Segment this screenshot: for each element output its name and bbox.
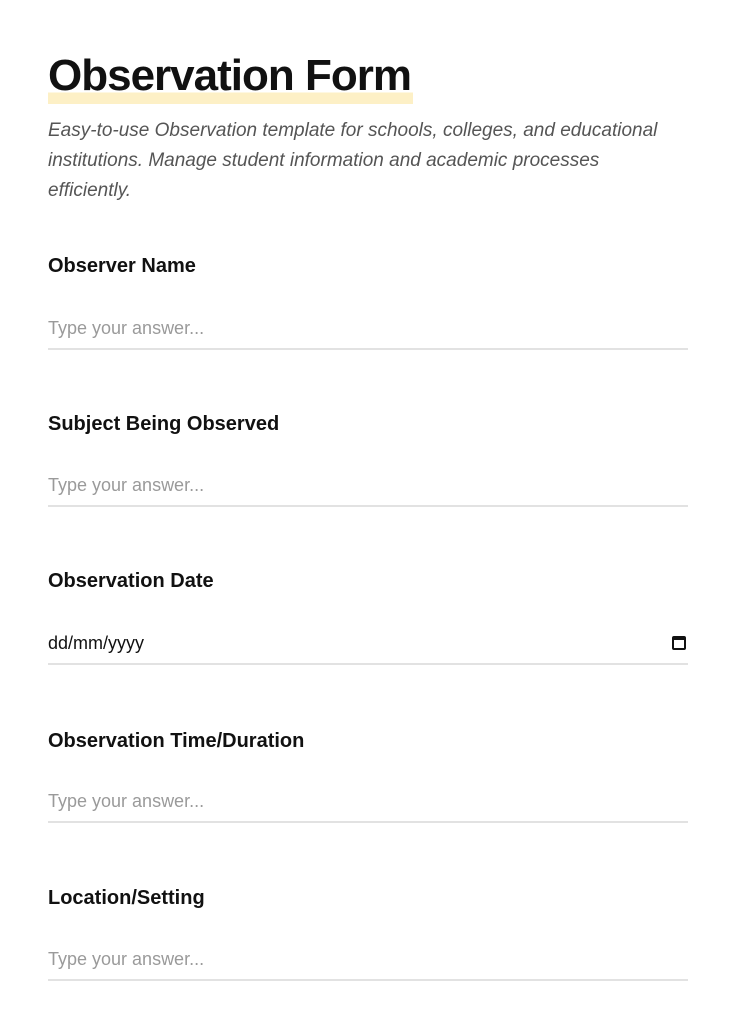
field-observer-name bbox=[48, 254, 688, 338]
observer-name-input[interactable] bbox=[48, 308, 688, 350]
field-date bbox=[48, 569, 688, 653]
field-label: Observer Name bbox=[48, 255, 196, 277]
time-duration-input[interactable] bbox=[48, 781, 688, 823]
observation-date-input[interactable] bbox=[48, 623, 688, 665]
placeholder: dd/mm/yyyy bbox=[48, 632, 145, 653]
calendar-icon[interactable] bbox=[672, 636, 686, 650]
field-subject bbox=[48, 412, 688, 495]
field-label: Observation Time/Duration bbox=[48, 730, 305, 752]
field-time-duration bbox=[48, 729, 688, 811]
placeholder: Type your answer... bbox=[48, 948, 205, 969]
placeholder: Type your answer... bbox=[48, 474, 205, 495]
page-title: Observation Form bbox=[48, 52, 413, 104]
field-label: Observation Date bbox=[48, 570, 214, 592]
form-description: Easy-to-use Observation template for schools, colleges, and educational institutions. Manage student information and academic processes efficiently. bbox=[48, 120, 658, 201]
field-label: Location/Setting bbox=[48, 887, 205, 909]
field-location bbox=[48, 886, 688, 969]
subject-input[interactable] bbox=[48, 465, 688, 507]
placeholder: Type your answer... bbox=[48, 790, 205, 811]
location-input[interactable] bbox=[48, 939, 688, 981]
field-label: Subject Being Observed bbox=[48, 413, 280, 435]
placeholder: Type your answer... bbox=[48, 317, 205, 338]
